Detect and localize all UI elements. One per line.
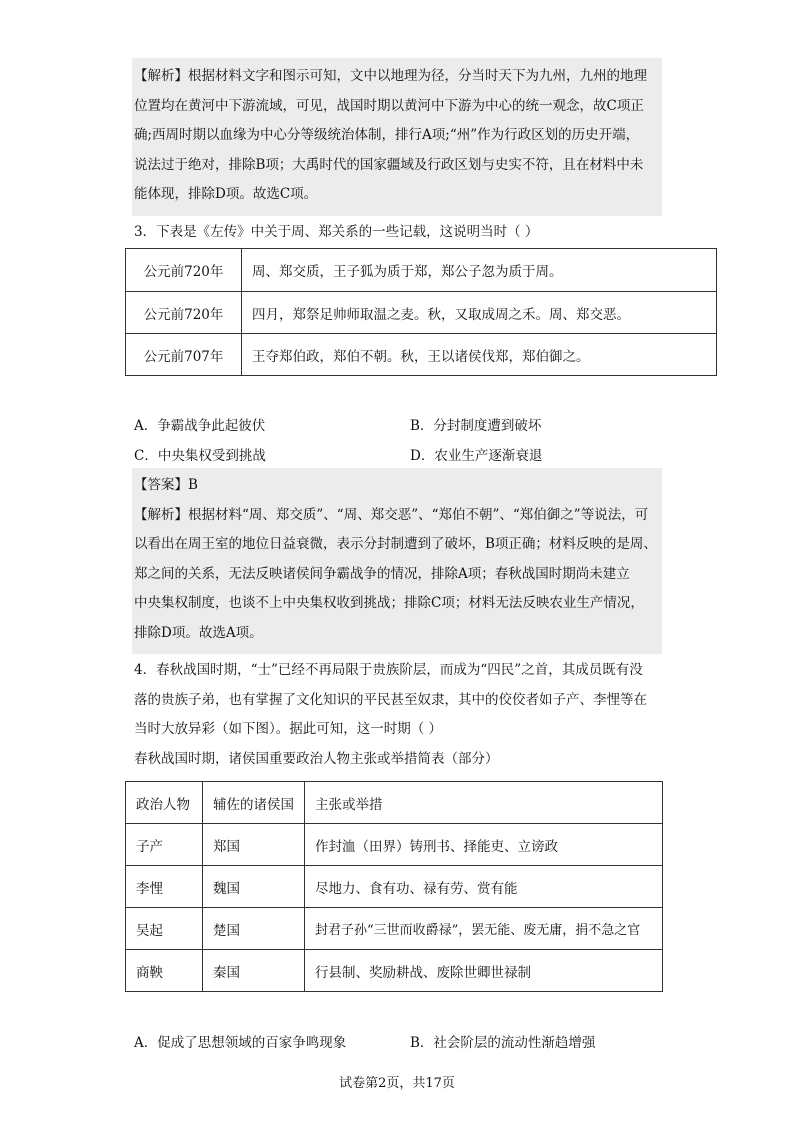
analysis-line: 排除D项。故选A项。 xyxy=(134,624,263,641)
analysis-block-2 xyxy=(134,471,662,648)
table-cell-state: 秦国 xyxy=(203,950,305,992)
analysis-line: 【解析】根据材料文字和图示可知，文中以地理为径，分当时天下为九州，九州的地理 xyxy=(134,68,647,84)
table-cell-event: 王夺郑伯政，郑伯不朝。秋，王以诸侯伐郑，郑伯御之。 xyxy=(242,334,717,376)
analysis-line: 郑之间的关系，无法反映诸侯间争霸战争的情况，排除A项；春秋战国时期尚未建立 xyxy=(134,565,630,582)
question-4-stem-line: 当时大放异彩（如下图）。据此可知，这一时期（ ） xyxy=(134,721,443,737)
analysis-line: 位置均在黄河中下游流域，可见，战国时期以黄河中下游为中心的统一观念，故C项正 xyxy=(134,97,644,114)
analysis-block-1 xyxy=(134,62,662,210)
table-cell-event: 四月，郑祭足帅师取温之麦。秋，又取成周之禾。周、郑交恶。 xyxy=(242,292,717,334)
question-4-option-b[interactable]: B．社会阶层的流动性渐趋增强 xyxy=(410,1035,596,1051)
analysis-line: 确;西周时期以血缘为中心分等级统治体制，排行A项;“州”作为行政区划的历史开端， xyxy=(134,127,640,143)
table-cell-policy: 尽地力、食有功、禄有劳、赏有能 xyxy=(305,866,663,908)
table-cell-event: 周、郑交质，王子狐为质于郑，郑公子忽为质于周。 xyxy=(242,249,717,292)
question-3-table xyxy=(125,248,717,376)
table-header-row xyxy=(126,782,663,824)
table-header-cell: 政治人物 xyxy=(126,782,203,824)
table-cell-policy: 行县制、奖励耕战、废除世卿世禄制 xyxy=(305,950,663,992)
table-row xyxy=(126,292,717,334)
table-cell-year: 公元前720年 xyxy=(126,249,242,292)
question-4-stem xyxy=(134,656,662,774)
question-3-option-d[interactable]: D．农业生产逐渐衰退 xyxy=(410,448,543,464)
table-cell-person: 子产 xyxy=(126,824,203,866)
table-header-cell: 辅佐的诸侯国 xyxy=(203,782,305,824)
table-cell-state: 魏国 xyxy=(203,866,305,908)
table-cell-policy: 封君子孙“三世而收爵禄”，罢无能、废无庸，捐不急之官 xyxy=(305,908,663,950)
table-row xyxy=(126,950,663,992)
table-row xyxy=(126,824,663,866)
question-4-option-a[interactable]: A．促成了思想领域的百家争鸣现象 xyxy=(134,1035,347,1051)
table-cell-person: 商鞅 xyxy=(126,950,203,992)
table-cell-policy: 作封洫（田界）铸刑书、择能吏、立谤政 xyxy=(305,824,663,866)
table-caption: 春秋战国时期，诸侯国重要政治人物主张或举措简表（部分） xyxy=(134,750,499,767)
analysis-line: 能体现，排除D项。故选C项。 xyxy=(134,186,318,202)
question-4-table xyxy=(125,781,663,992)
table-cell-state: 郑国 xyxy=(203,824,305,866)
question-3-stem-text: 3．下表是《左传》中关于周、郑关系的一些记载，这说明当时（ ） xyxy=(134,224,539,240)
question-3-option-c[interactable]: C．中央集权受到挑战 xyxy=(134,448,266,464)
question-4-stem-line: 4．春秋战国时期，“士”已经不再局限于贵族阶层，而成为“四民”之首，其成员既有没 xyxy=(134,662,643,678)
table-row xyxy=(126,249,717,292)
question-4-stem-line: 落的贵族子弟，也有掌握了文化知识的平民甚至奴隶，其中的佼佼者如子产、李悝等在 xyxy=(134,691,647,708)
question-3-stem xyxy=(134,218,662,248)
table-row xyxy=(126,866,663,908)
table-row xyxy=(126,908,663,950)
table-cell-person: 李悝 xyxy=(126,866,203,908)
analysis-line: 【解析】根据材料“周、郑交质”、“周、郑交恶”、“郑伯不朝”、“郑伯御之”等说法，可 xyxy=(134,506,649,523)
table-cell-person: 吴起 xyxy=(126,908,203,950)
analysis-line: 中央集权制度，也谈不上中央集权收到挑战；排除C项；材料无法反映农业生产情况， xyxy=(134,595,644,611)
table-cell-year: 公元前720年 xyxy=(126,292,242,334)
page-footer: 试卷第2页，共17页 xyxy=(339,1076,455,1091)
table-row xyxy=(126,334,717,376)
analysis-line: 说法过于绝对，排除B项；大禹时代的国家疆域及行政区划与史实不符，且在材料中未 xyxy=(134,156,644,173)
question-3-option-b[interactable]: B．分封制度遭到破坏 xyxy=(410,418,542,434)
table-cell-year: 公元前707年 xyxy=(126,334,242,376)
table-cell-state: 楚国 xyxy=(203,908,305,950)
analysis-line: 以看出在周王室的地位日益衰微，表示分封制遭到了破坏，B项正确；材料反映的是周、 xyxy=(134,536,657,552)
question-3-option-a[interactable]: A．争霸战争此起彼伏 xyxy=(134,418,266,434)
table-header-cell: 主张或举措 xyxy=(305,782,663,824)
answer-line: 【答案】B xyxy=(134,477,198,493)
